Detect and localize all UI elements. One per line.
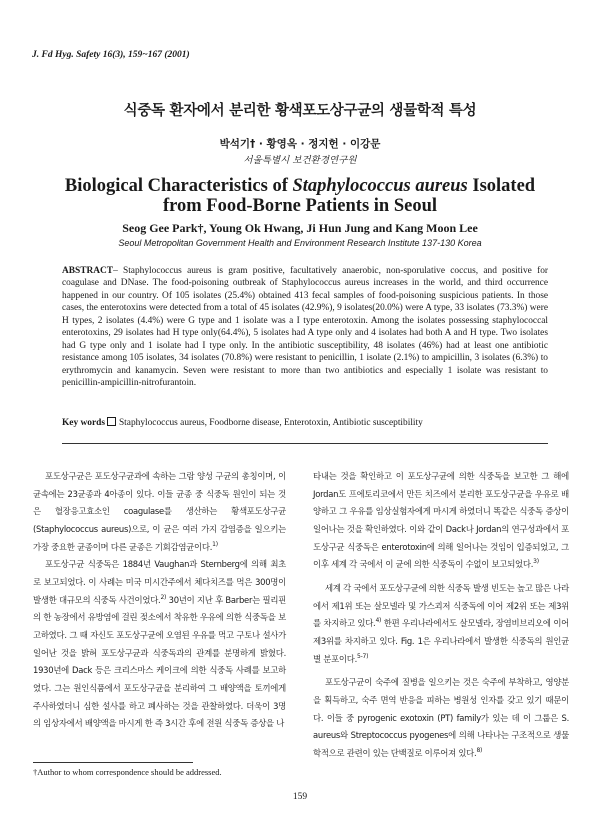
footnote: †Author to whom correspondence should be addressed. bbox=[33, 767, 222, 777]
keywords-text: Staphylococcus aureus, Foodborne disease, Enterotoxin, Antibiotic susceptibility bbox=[118, 418, 423, 428]
paragraph-text: 한편 우리나라에서도 살모넬라, 장염비브리오에 이어 제3위를 차지하고 있다. Fig. 1은 우리나라에서 발생한 식중독의 원인균별 분포이다. bbox=[313, 618, 569, 664]
body-paragraph bbox=[313, 674, 569, 762]
body-paragraph bbox=[33, 468, 286, 556]
body-column-right bbox=[313, 468, 569, 763]
reference-marker: 2) bbox=[160, 593, 167, 601]
page-number: 159 bbox=[292, 792, 308, 802]
reference-marker: 3) bbox=[533, 558, 539, 566]
journal-citation: J. Fd Hyg. Safety 16(3), 159~167 (2001) bbox=[32, 50, 190, 60]
paragraph-text: 타내는 것을 확인하고 이 포도상구균에 의한 식중독을 보고한 그 해에 Jordan도 프에토리코에서 만든 치즈에서 분리한 포도상구균을 우유로 배양하고 그 우유를 임상실험자에게 마시게 하였더니 똑같은 식중독 증상이 일어나는 것을 확인하였다. 이와 같이 Dack나 Jordan의 연구성과에서 포도상구균 식중독은 enterotoxin에 의해 일어나는 것임이 입증되었고, 그 이후 세계 각 국에서 이 균에 의한 식중독이 수없이 보고되었다. bbox=[313, 471, 569, 570]
body-column-left bbox=[33, 468, 286, 733]
abstract bbox=[62, 265, 548, 390]
reference-marker: 4) bbox=[375, 617, 382, 625]
english-authors: Seog Gee Park†, Young Ok Hwang, Ji Hun Jung and Kang Moon Lee bbox=[122, 221, 478, 235]
body-paragraph bbox=[313, 580, 569, 668]
abstract-text: – Staphylococcus aureus is gram positive, facultatively anaerobic, non-sporulative coccus, and positive for coagulase and DNase. The food-poisoning outbreak of Staphylococcus aureus increases in the world, and third occurrence happened in our country. Of 105 isolates (25.4%) obtained 413 fecal samples of food-poisoning suspicious patients. In those cases, the enterotoxins were detected from a total of 45 isolates (42.9%), 9 isolates(20.0%) were A type, 33 isolates (73.3%) were H types, 2 isolates (4.4%) were G type and 1 isolate was a I type enterotoxin. Among the isolates possessing staphylococcal enterotoxins, 29 isolates had H type only(64.4%), 5 isolates had A type only and 4 isolates had both A and H type. Two isolates had G type only and 1 isolate had I type only. In the antibiotic susceptibility, 48 isolates (46%) had at least one antibiotic resistance among 105 isolates, 34 isolates (70.8%) were resistant to penicillin, 1 isolate (2.1%) to ampicillin, 3 isolates (6.3%) to erythromycin and kanamycin. Seven were resistant to more than two antibiotics and especially 1 isolate was resistant to penicillin-ampicillin-nitrofurantoin. bbox=[62, 266, 548, 389]
korean-authors: 박석기† · 황영옥 · 정지헌 · 이강문 bbox=[219, 138, 381, 150]
english-title-part1: Biological Characteristics of bbox=[64, 176, 293, 196]
english-title-line2: from Food-Borne Patients in Seoul bbox=[162, 196, 438, 216]
korean-title: 식중독 환자에서 분리한 황색포도상구균의 생물학적 특성 bbox=[123, 103, 477, 119]
paragraph-text: 포도상구균은 포도상구균과에 속하는 그람 양성 구균의 총칭이며, 이 균속에는 23균종과 4아종이 있다. 이들 균종 중 식중독 원인이 되는 것은 혈장응고효소인 coagulase를 생산하는 황색포도상구균(Staphylococcus aureus)으로, 이 균은 여러 가지 감염증을 일으키는 가장 중요한 균종이며 다른 균종은 기회감염균이다. bbox=[33, 471, 286, 552]
footnote-divider bbox=[33, 762, 193, 763]
body-paragraph bbox=[313, 468, 569, 574]
paragraph-text: 세계 각 국에서 포도상구균에 의한 식중독 발생 빈도는 높고 많은 나라에서 제1위 또는 살모넬라 및 가스괴저 식중독에 이어 제2위 또는 제3위를 차지하고 있다. bbox=[313, 582, 569, 629]
body-paragraph bbox=[33, 556, 286, 733]
paragraph-text: 30년이 지난 후 Barber는 필리핀의 한 농장에서 유방염에 걸린 젖소에서 착유한 우유에 의한 식중독을 보고하였다. 그 때 자신도 포도상구균에 오염된 우유를 먹고 구토나 설사가 일어난 것을 밝혀 포도상구균과 식중독과의 관계를 분명하게 밝혔다. 1930년에 Dack 등은 크리스마스 케이크에 의한 식중독 사례를 보고하였다. 그는 원인식품에서 포도상구균을 분리하여 그 배양액을 토끼에게 주사하였더니 심한 설사를 하고 폐사하는 것을 관찰하였다. 더욱이 3명의 임상자에서 배양액을 마시게 한 즉 3시간 후에 전원 식중독 증상을 나 bbox=[33, 594, 286, 729]
reference-marker: 1) bbox=[212, 540, 218, 548]
keywords bbox=[62, 417, 548, 428]
section-divider bbox=[62, 443, 548, 444]
english-title bbox=[0, 176, 600, 216]
paragraph-text: 포도상구균 식중독은 1884년 Vaughan과 Sternberg에 의해 최초로 보고되었다. 이 사례는 미국 미시간주에서 체다치즈를 먹은 300명이 발생한 대규모의 식중독 사건이었다. bbox=[33, 559, 286, 605]
checkbox-icon bbox=[107, 417, 116, 426]
reference-marker: 5-7) bbox=[357, 652, 369, 660]
abstract-label: ABSTRACT bbox=[62, 266, 114, 276]
korean-affiliation: 서울특별시 보건환경연구원 bbox=[243, 155, 357, 166]
keywords-label: Key words bbox=[62, 418, 105, 428]
english-affiliation: Seoul Metropolitan Government Health and Environment Research Institute 137-130 Korea bbox=[118, 238, 482, 248]
paragraph-text: 포도상구균이 숙주에 질병을 일으키는 것은 숙주에 부착하고, 영양분을 획득하고, 숙주 면역 반응을 피하는 병원성 인자를 갖고 있기 때문이다. 이들 중 pyrogenic exotoxin (PT) family가 있는 데 이 그룹은 S. aureus와 Streptococcus pyogenes에 의해 나타나는 구조적으로 생물학적으로 관련이 있는 단백질로 이루어져 있다. bbox=[313, 677, 569, 758]
english-title-species: Staphylococcus aureus bbox=[292, 176, 468, 196]
english-title-part2: Isolated bbox=[467, 176, 536, 196]
reference-marker: 8) bbox=[476, 747, 483, 755]
